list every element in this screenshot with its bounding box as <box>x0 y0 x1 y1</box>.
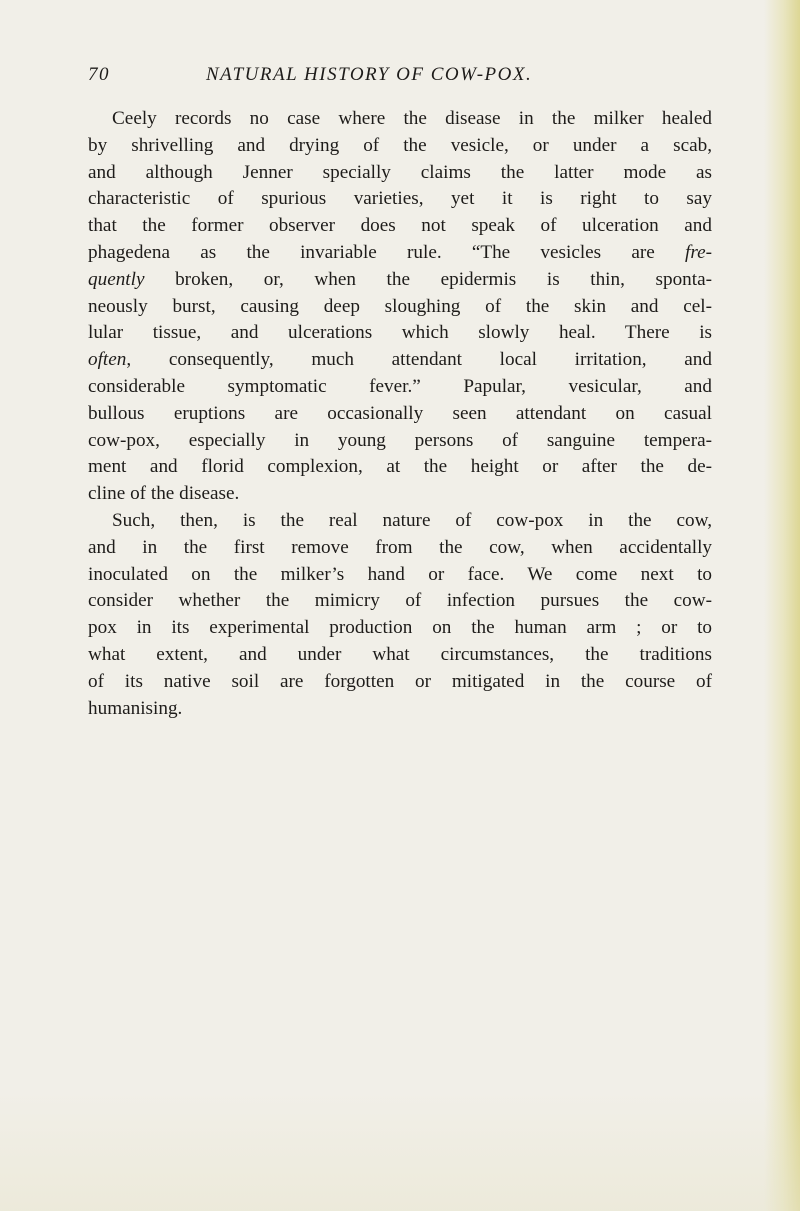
text-line <box>88 240 712 267</box>
text-line: lular tissue, and ulcerations which slowly heal. There is <box>88 322 712 344</box>
text-line: ment and florid complexion, at the height or after the de- <box>88 456 712 478</box>
text-line: cline of the disease. <box>88 483 240 505</box>
text-line: by shrivelling and drying of the vesicle, or under a scab, <box>88 134 712 156</box>
paragraph <box>88 106 712 508</box>
body-text <box>88 106 712 722</box>
page-number: 70 <box>88 64 110 85</box>
text-line: neously burst, causing deep sloughing of the skin and cel- <box>88 295 712 317</box>
text-line: of its native soil are forgotten or mitigated in the course of <box>88 670 712 692</box>
text-line: cow-pox, especially in young persons of sanguine tempera- <box>88 429 712 451</box>
text-line <box>88 267 712 294</box>
text-line: that the former observer does not speak of ulceration and <box>88 215 712 237</box>
text-line <box>88 347 712 374</box>
italic-text: quently <box>88 268 145 290</box>
running-title: NATURAL HISTORY OF COW-POX. <box>206 64 533 85</box>
text-line: inoculated on the milker’s hand or face. We come next to <box>88 563 712 585</box>
text-line: considerable symptomatic fever.” Papular, vesicular, and <box>88 375 712 397</box>
text-line: humanising. <box>88 697 183 719</box>
italic-text: often <box>88 349 127 371</box>
running-head <box>88 64 712 90</box>
page-edge-shading <box>764 0 800 1211</box>
text-line: bullous eruptions are occasionally seen attendant on casual <box>88 402 712 424</box>
text-line: consider whether the mimicry of infection pursues the cow- <box>88 590 712 612</box>
text-segment: , consequently, much attendant local irritation, and <box>126 349 712 371</box>
paragraph <box>88 508 712 722</box>
text-segment: broken, or, when the epidermis is thin, sponta- <box>144 268 712 290</box>
text-line: and in the first remove from the cow, when accidentally <box>88 536 712 558</box>
text-line: Ceely records no case where the disease in the milker healed <box>112 108 712 129</box>
text-line: what extent, and under what circumstances, the traditions <box>88 643 712 665</box>
text-segment: phagedena as the invariable rule. “The vesicles are <box>88 241 685 263</box>
text-line: pox in its experimental production on the human arm ; or to <box>88 617 712 639</box>
italic-text: fre- <box>685 241 712 263</box>
text-line: Such, then, is the real nature of cow-pox in the cow, <box>112 509 712 531</box>
text-line: characteristic of spurious varieties, yet it is right to say <box>88 188 712 210</box>
page-bottom-shading <box>0 1091 800 1211</box>
text-line: and although Jenner specially claims the latter mode as <box>88 161 712 183</box>
